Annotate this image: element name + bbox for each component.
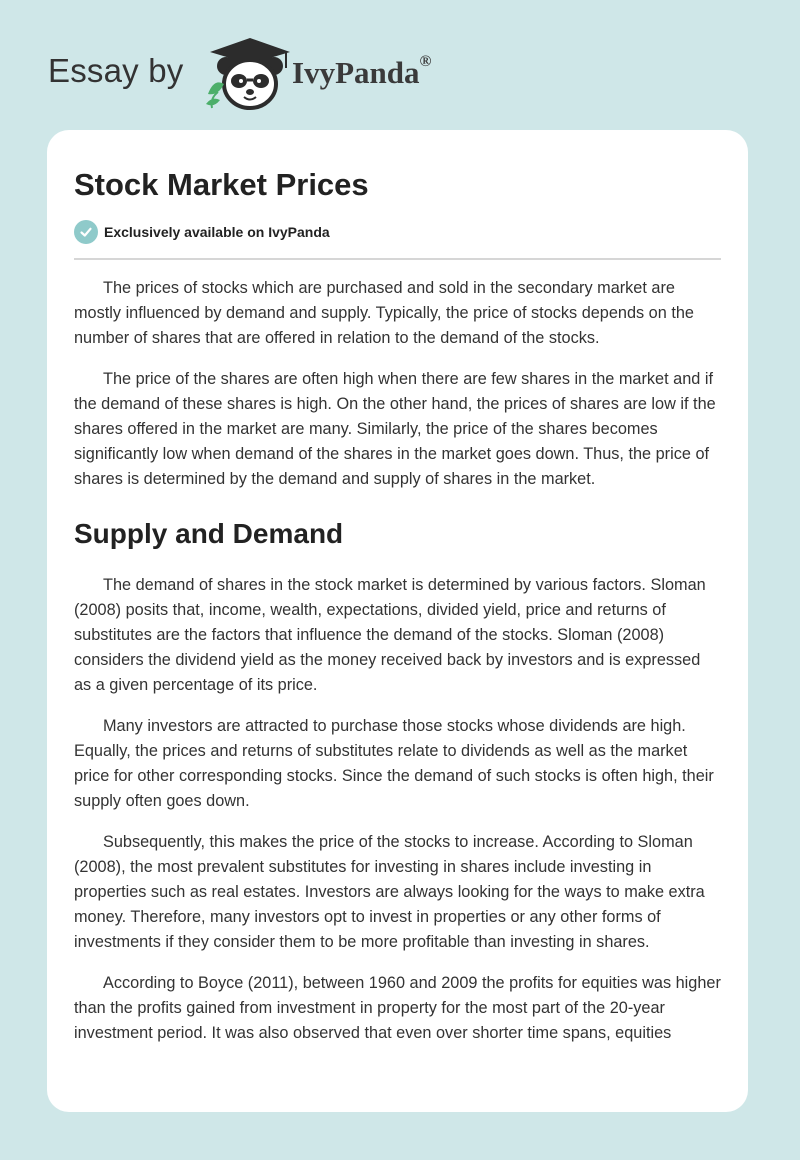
ivypanda-wordmark[interactable] xyxy=(292,55,431,91)
trademark-symbol: ® xyxy=(419,53,432,70)
check-circle-icon xyxy=(74,220,98,244)
paragraph: According to Boyce (2011), between 1960 and 2009 the profits for equities was higher than the profits gained from investment in property for the most part of the 20-year investment period. It was also observed that even over shorter time spans, equities xyxy=(74,974,721,1042)
paragraph: The prices of stocks which are purchased and sold in the secondary market are mostly influenced by demand and supply. Typically, the price of stocks depends on the number of shares that are offered in relation to the demand of the stocks. xyxy=(74,279,694,347)
paragraph: The price of the shares are often high when there are few shares in the market and if the demand of these shares is high. On the other hand, the prices of shares are low if the shares offered in the market are many. Similarly, the price of the shares becomes significantly low when demand of the shares in the market goes down. Thus, the price of shares is determined by the demand and supply of shares in the market. xyxy=(74,370,716,488)
essay-by-label: Essay by xyxy=(48,52,184,89)
essay-card xyxy=(47,130,748,1112)
exclusive-badge-label: Exclusively available on IvyPanda xyxy=(104,224,330,240)
panda-graduate-logo-icon[interactable] xyxy=(198,34,298,112)
section-heading: Supply and Demand xyxy=(74,518,344,549)
paragraph: The demand of shares in the stock market is determined by various factors. Sloman (2008) posits that, income, wealth, expectations, divided yield, price and returns of substitutes are the factors that influence the demand of the stocks. Sloman (2008) considers the dividend yield as the money received back by investors and is expressed as a given percentage of its price. xyxy=(74,576,706,694)
paragraph: Many investors are attracted to purchase those stocks whose dividends are high. Equally, the prices and returns of substitutes relate to dividends as well as the market price for other corresponding stocks. Since the demand of such stocks is often high, their supply often goes down. xyxy=(74,717,714,810)
page-title: Stock Market Prices xyxy=(74,167,369,202)
site-header xyxy=(0,0,800,130)
essay-content xyxy=(47,167,748,1046)
exclusive-badge xyxy=(74,220,721,244)
brand-name-text: IvyPanda xyxy=(292,55,420,90)
divider xyxy=(74,258,721,260)
paragraph: Subsequently, this makes the price of the stocks to increase. According to Sloman (2008), the most prevalent substitutes for investing in shares include investing in properties such as real estates. Investors are always looking for the ways to make extra money. Therefore, many investors opt to invest in properties or any other forms of investments if they consider them to be more profitable than investing in shares. xyxy=(74,833,705,951)
